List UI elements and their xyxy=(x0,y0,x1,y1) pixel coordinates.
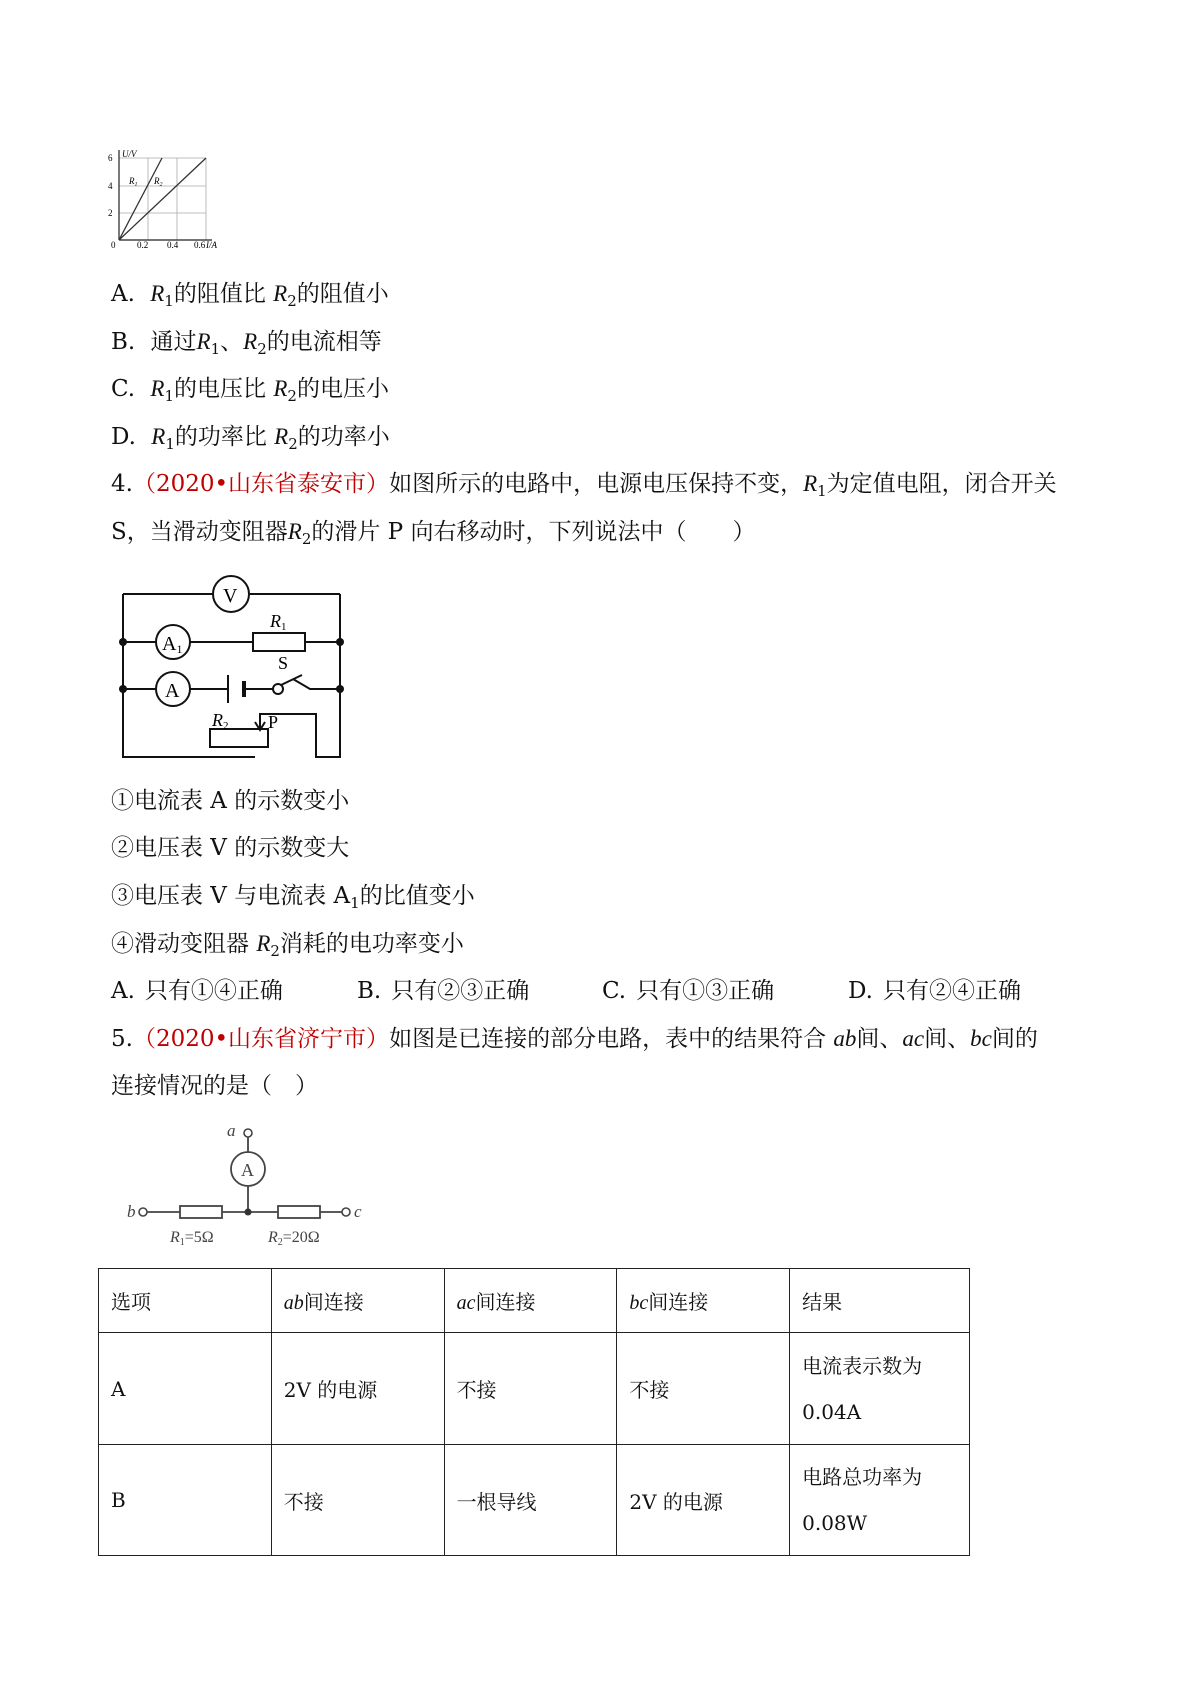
r1-symbol: R xyxy=(151,424,166,449)
header-option: 选项 xyxy=(99,1269,272,1333)
q4-stem-line1 xyxy=(111,469,1057,499)
terminal-c-label: c xyxy=(354,1202,362,1221)
r1-sub: 1 xyxy=(164,292,174,310)
r2-sub: 2 xyxy=(287,387,297,405)
ab-symbol: ab xyxy=(833,1026,857,1051)
header-ac xyxy=(444,1269,617,1333)
option-text: 的电压小 xyxy=(296,376,389,402)
option-text: 的电流相等 xyxy=(266,329,382,355)
r1-sub: 1 xyxy=(210,340,221,358)
result-line: 0.04A xyxy=(802,1399,862,1424)
rheostat-slider-arrow xyxy=(255,714,265,730)
question-source: （2020•山东省泰安市） xyxy=(132,471,390,497)
table-row xyxy=(99,1333,970,1445)
header-text: 间连接 xyxy=(303,1290,364,1314)
ac-symbol: ac xyxy=(456,1292,476,1314)
r1-line-label: $R_1$ xyxy=(129,176,138,188)
r1-line xyxy=(119,158,162,240)
stem-text: 如图是已连接的部分电路，表中的结果符合 xyxy=(389,1026,827,1052)
choice-text: 只有②③正确 xyxy=(391,978,530,1004)
q4-choice-d[interactable] xyxy=(848,976,1021,1006)
stem-text: 间、 xyxy=(856,1026,903,1052)
q4-choice-b[interactable] xyxy=(357,976,529,1006)
cell-bc: 不接 xyxy=(617,1333,790,1445)
option-text: 的功率比 xyxy=(174,424,267,450)
q4-statement-1: ①电流表 A 的示数变小 xyxy=(111,788,350,814)
r2-sub: 2 xyxy=(301,530,312,548)
ab-symbol: ab xyxy=(283,1292,304,1314)
y-tick-6: 6 xyxy=(108,153,113,163)
u-i-graph xyxy=(108,148,238,270)
bc-symbol: bc xyxy=(629,1292,649,1314)
cell-result xyxy=(790,1445,970,1556)
header-text: 间连接 xyxy=(475,1290,536,1314)
stem-text: 如图所示的电路中，电源电压保持不变， xyxy=(389,471,804,497)
r1-symbol: R xyxy=(150,281,165,306)
ammeter-label: A xyxy=(241,1160,254,1180)
cell-option: A xyxy=(99,1333,272,1445)
result-line: 电路总功率为 xyxy=(802,1465,923,1489)
q4-stem-line2 xyxy=(111,517,755,547)
r2-symbol: R xyxy=(273,376,288,401)
option-letter: D. xyxy=(111,424,136,450)
q4-statement-3 xyxy=(111,881,475,911)
r2-line-label: $R_2$ xyxy=(154,176,163,188)
statement-text: 的比值变小 xyxy=(359,883,475,909)
header-text: 间连接 xyxy=(648,1290,709,1314)
statement-sub: 1 xyxy=(350,894,360,912)
question-number: 5. xyxy=(111,1026,133,1052)
terminal-b xyxy=(139,1208,147,1216)
terminal-a-label: a xyxy=(227,1121,236,1140)
result-line: 0.08W xyxy=(802,1511,868,1535)
header-result: 结果 xyxy=(790,1269,970,1333)
statement-text: ④滑动变阻器 xyxy=(111,931,257,957)
y-axis-label: U/V xyxy=(122,149,137,159)
q5-stem-line1 xyxy=(111,1024,1038,1054)
r1-symbol: R xyxy=(150,376,165,401)
r2-symbol: R xyxy=(273,281,288,306)
cell-bc: 2V 的电源 xyxy=(617,1445,790,1556)
result-line: 电流表示数为 xyxy=(802,1353,923,1378)
q4-statement-4 xyxy=(111,929,464,959)
ammeter-a1-label: A1 xyxy=(162,633,183,656)
r2-sub: 2 xyxy=(257,340,267,358)
slider-label: P xyxy=(268,712,279,732)
option-letter: B. xyxy=(111,329,136,355)
bc-symbol: bc xyxy=(970,1026,992,1051)
option-text: 的阻值小 xyxy=(296,281,389,307)
r1-sub: 1 xyxy=(817,482,827,500)
q5-stem-line2: 连接情况的是（ ） xyxy=(111,1073,318,1099)
stem-text: 间、 xyxy=(924,1026,971,1052)
q3-option-d[interactable] xyxy=(111,422,390,452)
terminal-b-label: b xyxy=(127,1202,136,1221)
x-tick-0.6: 0.6 xyxy=(194,240,206,250)
y-tick-2: 2 xyxy=(108,208,113,218)
cell-ac: 一根导线 xyxy=(444,1445,617,1556)
r2-line xyxy=(119,158,206,240)
option-text: 、 xyxy=(220,329,244,355)
r1-symbol: R xyxy=(803,471,818,496)
question-source: （2020•山东省济宁市） xyxy=(132,1026,390,1052)
header-bc xyxy=(617,1269,790,1333)
cell-result xyxy=(790,1333,970,1445)
choice-letter: C. xyxy=(602,978,627,1004)
cell-ab: 2V 的电源 xyxy=(271,1333,444,1445)
stem-text: 间的 xyxy=(991,1026,1038,1052)
q3-option-a[interactable] xyxy=(111,279,389,309)
header-ab xyxy=(271,1269,444,1333)
r1-sub: 1 xyxy=(165,435,175,453)
r2-symbol: R xyxy=(274,424,289,449)
r2-sub: 2 xyxy=(288,435,298,453)
ammeter-a-label: A xyxy=(165,680,180,702)
statement-sub: 2 xyxy=(270,942,280,960)
statement-text: ③电压表 V 与电流表 A xyxy=(111,883,351,909)
option-letter: C. xyxy=(111,376,136,402)
choice-text: 只有①④正确 xyxy=(144,978,283,1004)
x-axis-label: I/A xyxy=(206,240,217,250)
option-text: 的电压比 xyxy=(174,376,267,402)
table-header-row xyxy=(99,1269,970,1333)
r2-symbol: R xyxy=(243,329,258,354)
r1-symbol: R xyxy=(196,329,211,354)
r1-label: R1 xyxy=(270,611,287,633)
stem-text: 的滑片 P 向右移动时，下列说法中（ ） xyxy=(311,519,756,545)
r1-sub: 1 xyxy=(164,387,175,405)
question-number: 4. xyxy=(111,471,133,497)
option-text: 通过 xyxy=(150,329,197,355)
stem-text: S，当滑动变阻器 xyxy=(111,519,288,545)
ac-symbol: ac xyxy=(902,1026,925,1051)
option-text: 的阻值比 xyxy=(173,281,266,307)
q5-circuit-diagram xyxy=(124,1120,374,1250)
voltmeter-label: V xyxy=(223,585,238,607)
q4-choice-c[interactable] xyxy=(602,976,774,1006)
q3-option-b[interactable] xyxy=(111,327,382,357)
option-letter: A. xyxy=(111,281,135,307)
choice-text: 只有②④正确 xyxy=(882,978,1021,1004)
resistor-r1 xyxy=(180,1206,222,1218)
y-tick-4: 4 xyxy=(108,181,113,191)
terminal-a xyxy=(244,1129,252,1137)
r2-symbol: R xyxy=(287,519,302,544)
choice-letter: B. xyxy=(357,978,382,1004)
rheostat-r2 xyxy=(210,729,268,747)
r2-value-label: R2=20Ω xyxy=(268,1229,320,1248)
switch-label: S xyxy=(278,653,289,673)
table-row xyxy=(99,1445,970,1556)
cell-ac: 不接 xyxy=(444,1333,617,1445)
q4-circuit-diagram xyxy=(110,572,356,762)
junction-dots xyxy=(119,638,344,693)
choice-letter: D. xyxy=(848,978,873,1004)
node-dot xyxy=(245,1209,252,1216)
q5-result-table xyxy=(98,1268,970,1556)
q3-option-c[interactable] xyxy=(111,374,389,404)
x-tick-0: 0 xyxy=(111,240,116,250)
q4-choice-a[interactable] xyxy=(111,976,283,1006)
choice-letter: A. xyxy=(111,978,135,1004)
stem-text: 为定值电阻，闭合开关 xyxy=(826,471,1057,497)
x-tick-0.2: 0.2 xyxy=(137,240,149,250)
r2-symbol: R xyxy=(256,931,271,956)
r2-label: R2 xyxy=(212,710,229,732)
r1-value-label: R1=5Ω xyxy=(170,1229,214,1248)
q4-statement-2: ②电压表 V 的示数变大 xyxy=(111,835,350,861)
choice-text: 只有①③正确 xyxy=(636,978,775,1004)
resistor-r1 xyxy=(253,633,305,651)
cell-ab: 不接 xyxy=(271,1445,444,1556)
statement-text: 消耗的电功率变小 xyxy=(279,931,464,957)
r2-sub: 2 xyxy=(287,292,297,310)
resistor-r2 xyxy=(278,1206,320,1218)
x-tick-0.4: 0.4 xyxy=(167,240,179,250)
terminal-c xyxy=(342,1208,350,1216)
option-text: 的功率小 xyxy=(297,424,390,450)
cell-option: B xyxy=(99,1445,272,1556)
